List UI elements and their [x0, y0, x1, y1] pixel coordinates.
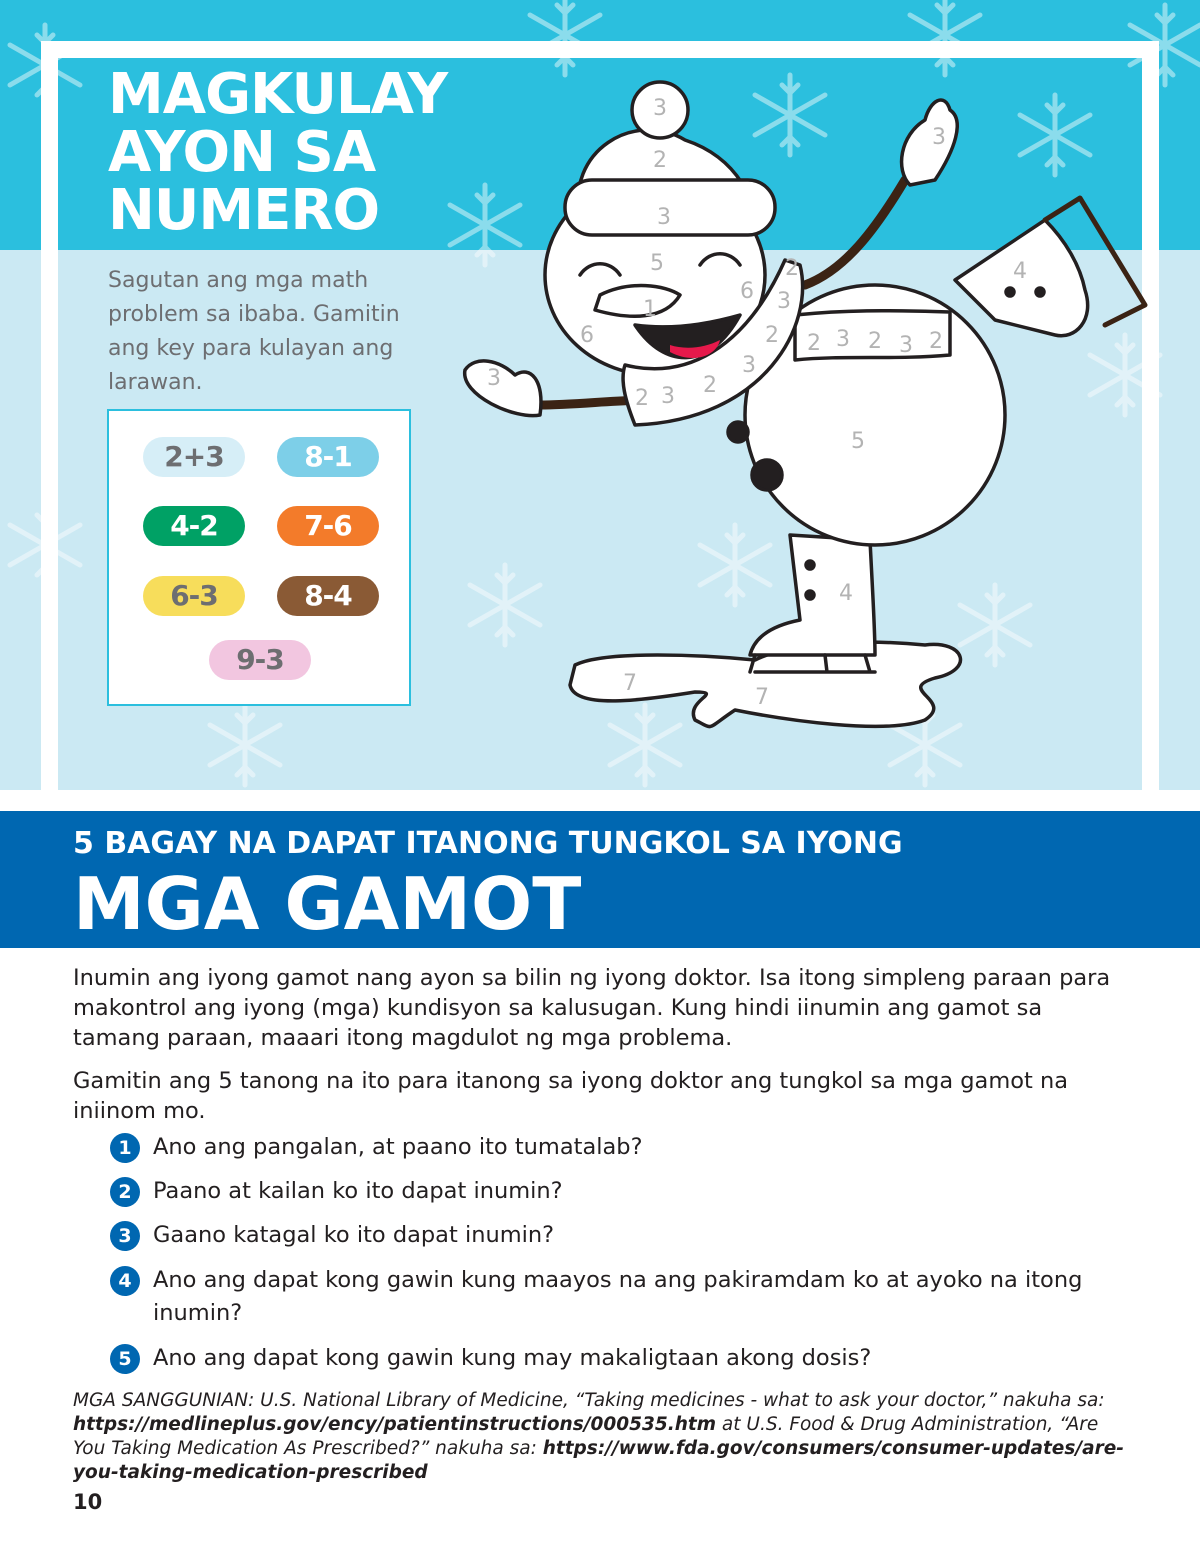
snowman-illustration	[455, 80, 1155, 760]
region-number: 3	[661, 384, 675, 409]
color-key	[107, 409, 411, 706]
region-number: 4	[839, 581, 853, 606]
intro-paragraph: Inumin ang iyong gamot nang ayon sa bilin ng iyong doktor. Isa itong simpleng paraan para makontrol ang iyong (mga) kundisyon sa kalusugan. Kung hindi iinumin ang gamot sa tamang paraan, maaari itong magdulot ng mga problema.	[73, 965, 1111, 1051]
question-text: Ano ang pangalan, at paano ito tumatalab?	[153, 1134, 643, 1160]
reference-link-medlineplus[interactable]: https://medlineplus.gov/ency/patientinstructions/000535.htm	[73, 1414, 717, 1435]
key-pill-pink: 9-3	[209, 640, 311, 680]
activity-title-line-2: AYON SA	[108, 120, 376, 185]
region-number: 3	[487, 366, 501, 391]
question-text: Ano ang dapat kong gawin kung may makaligtaan akong dosis?	[153, 1345, 872, 1371]
region-number: 6	[580, 323, 594, 348]
region-number: 2	[765, 323, 779, 348]
region-number: 2	[929, 329, 943, 354]
key-pill-green: 4-2	[143, 506, 245, 546]
region-number: 4	[1013, 259, 1027, 284]
region-number: 3	[836, 327, 850, 352]
activity-title	[108, 62, 448, 243]
region-number: 2	[653, 148, 667, 173]
region-number: 2	[785, 256, 799, 281]
page-number: 10	[73, 1490, 103, 1514]
region-number: 3	[899, 333, 913, 358]
region-number: 7	[755, 685, 769, 710]
question-text: Paano at kailan ko ito dapat inumin?	[153, 1178, 563, 1204]
number-badge-icon: 4	[110, 1266, 140, 1296]
region-number: 7	[623, 671, 637, 696]
lead-paragraph: Gamitin ang 5 tanong na ito para itanong sa iyong doktor ang tungkol sa mga gamot na iniinom mo.	[73, 1068, 1069, 1124]
region-number: 2	[807, 331, 821, 356]
reference-link-fda[interactable]: https://www.fda.gov/consumers/consumer-updates/are-you-taking-medication-prescribed	[73, 1438, 1124, 1483]
activity-title-line-1: MAGKULAY	[108, 62, 448, 127]
references-middle: at U.S. Food & Drug Administration, “Are You Taking Medication As Prescribed?” nakuha sa:	[73, 1414, 1099, 1459]
region-number: 3	[742, 353, 756, 378]
references-prefix: MGA SANGGUNIAN: U.S. National Library of Medicine, “Taking medicines - what to ask your doctor,” nakuha sa:	[73, 1390, 1105, 1411]
region-number: 2	[703, 373, 717, 398]
region-number: 3	[932, 125, 946, 150]
question-text: Ano ang dapat kong gawin kung maayos na ang pakiramdam ko at ayoko na itong inumin?	[153, 1267, 1083, 1326]
number-badge-icon: 3	[110, 1221, 140, 1251]
key-pill-blue: 8-1	[277, 437, 379, 477]
region-number: 5	[650, 251, 664, 276]
region-number: 5	[851, 429, 865, 454]
activity-instructions: Sagutan ang mga math problem sa ibaba. Gamitin ang key para kulayan ang larawan.	[108, 268, 400, 395]
activity-title-line-3: NUMERO	[108, 178, 380, 243]
region-number: 3	[657, 205, 671, 230]
region-number: 3	[653, 96, 667, 121]
region-number: 3	[777, 289, 791, 314]
right-mitten	[902, 100, 958, 185]
key-pill-brown: 8-4	[277, 576, 379, 616]
region-number: 1	[643, 297, 657, 322]
section-title: MGA GAMOT	[73, 862, 582, 946]
region-number: 2	[635, 386, 649, 411]
number-badge-icon: 2	[110, 1177, 140, 1207]
left-mitten	[465, 361, 541, 416]
region-number: 2	[868, 329, 882, 354]
key-pill-yellow: 6-3	[143, 576, 245, 616]
references	[73, 1389, 1133, 1485]
number-badge-icon: 1	[110, 1133, 140, 1163]
region-number: 6	[740, 279, 754, 304]
key-pill-orange: 7-6	[277, 506, 379, 546]
key-pill-light-blue: 2+3	[143, 437, 245, 477]
section-kicker: 5 BAGAY NA DAPAT ITANONG TUNGKOL SA IYONG	[73, 826, 903, 861]
number-badge-icon: 5	[110, 1344, 140, 1374]
question-text: Gaano katagal ko ito dapat inumin?	[153, 1222, 555, 1248]
